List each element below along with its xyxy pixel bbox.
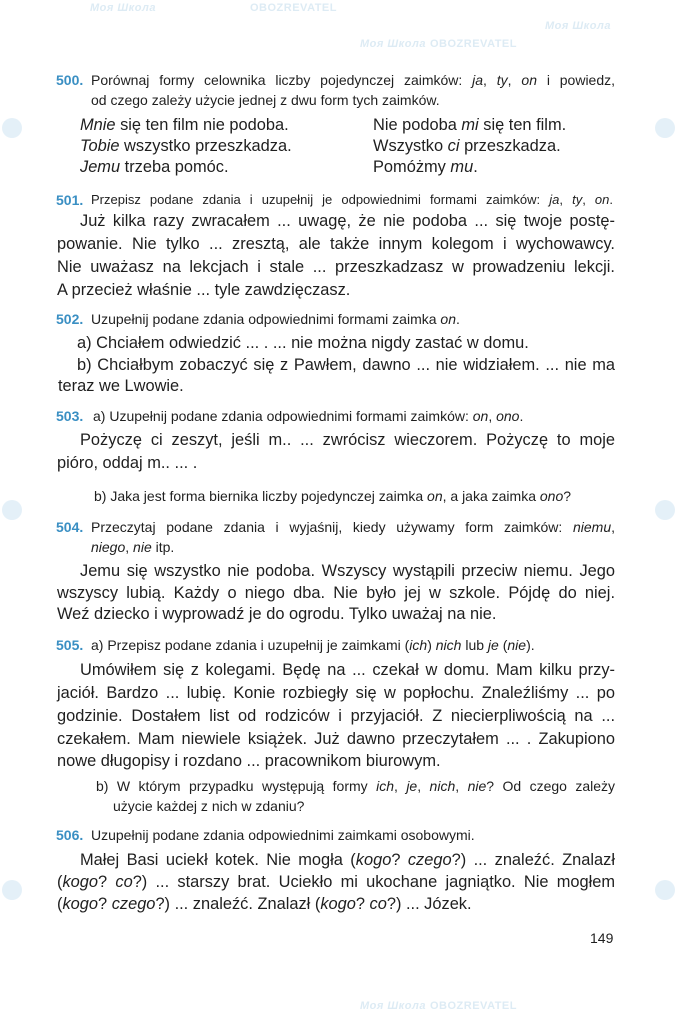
exercise-text-line — [57, 894, 472, 914]
text-segment: ? — [98, 873, 116, 891]
exercise-text-line — [80, 561, 615, 581]
exercise-instruction — [91, 309, 460, 329]
exercise-text-line — [57, 280, 350, 300]
italic-term: je — [406, 778, 418, 794]
exercise-text-line — [57, 706, 615, 726]
text-segment: Jemu się wszystko nie podoba. Wszyscy wystąpili przeciw niemu. Jego — [80, 562, 615, 580]
italic-term: je — [487, 637, 499, 653]
watermark-logo-icon — [655, 500, 675, 520]
watermark-logo-icon — [2, 500, 22, 520]
exercise-instruction — [113, 796, 304, 816]
text-segment: , a jaka zaimka — [442, 488, 540, 504]
text-segment: Uzupełnij podane zdania odpowiednimi zaimkami osobowymi. — [91, 827, 475, 843]
text-segment: , — [455, 778, 468, 794]
text-segment: b) Jaka jest forma biernika liczby pojedynczej zaimka — [94, 488, 428, 504]
exercise-instruction — [91, 70, 615, 90]
text-segment: ? — [563, 488, 572, 504]
text-segment: itp. — [151, 539, 175, 555]
watermark-logo-icon — [655, 880, 675, 900]
exercise-number: 504. — [56, 519, 84, 535]
watermark: Моя Школа — [360, 38, 426, 50]
text-segment: ? — [391, 851, 408, 869]
watermark-logo-icon — [2, 118, 22, 138]
text-segment: ? Od czego zależy — [486, 778, 616, 794]
italic-term: kogo — [320, 895, 356, 913]
text-segment: , — [582, 192, 595, 207]
text-segment: b) Chciałbym zobaczyć się z Pawłem, dawno ... nie widziałem. ... nie ma — [77, 356, 615, 374]
exercise-text-line — [57, 872, 615, 892]
text-segment: nowe długopisy i rozdano ... pracownikom biurowym. — [57, 752, 441, 770]
text-segment: Uzupełnij podane zdania odpowiednimi formami zaimka — [91, 311, 441, 327]
watermark: OBOZREVATEL — [250, 2, 337, 14]
text-segment: pióro, oddaj m.. ... . — [57, 454, 198, 472]
text-segment: Umówiłem się z kolegami. Będę na ... czekał w domu. Mam kilku przy- — [80, 661, 615, 679]
exercise-text-line — [80, 660, 615, 680]
italic-term: co — [115, 873, 133, 891]
text-segment: , — [483, 72, 497, 88]
italic-term: on — [472, 408, 489, 424]
text-segment: przeszkadza. — [459, 137, 561, 155]
text-segment: Weź dziecko i wyprowadź je do ogrodu. Tylko uważaj na nie. — [57, 605, 497, 623]
text-segment: godzinie. Dostałem list od rodziców i przyjaciół. Z niecierpliwością na ... — [57, 707, 615, 725]
text-segment: ?) ... znaleźć. Znalazł — [451, 851, 615, 869]
italic-term: czego — [111, 895, 156, 913]
italic-term: kogo — [62, 895, 99, 913]
text-segment: a) Uzupełnij podane zdania odpowiednimi formami zaimków: — [93, 408, 473, 424]
text-segment: ) — [427, 637, 436, 653]
text-segment: trzeba pomóc. — [120, 158, 229, 176]
text-segment: teraz we Lwowie. — [58, 377, 184, 395]
text-segment: . — [519, 408, 524, 424]
italic-term: czego — [407, 851, 452, 869]
text-segment: , — [507, 72, 522, 88]
italic-term: ty — [572, 192, 583, 207]
text-segment: . — [473, 158, 478, 176]
text-segment: a) Przepisz podane zdania i uzupełnij je zaimkami ( — [91, 637, 410, 653]
exercise-instruction — [96, 776, 615, 796]
text-segment: lub — [461, 637, 488, 653]
text-segment: użycie każdej z nich w zdaniu? — [113, 798, 305, 814]
italic-term: nich — [435, 637, 462, 653]
italic-term: co — [369, 895, 387, 913]
exercise-text-line — [80, 211, 615, 231]
exercise-instruction — [91, 517, 615, 537]
text-segment: , — [559, 192, 573, 207]
exercise-text-line — [57, 751, 441, 771]
text-segment: . — [455, 311, 460, 327]
text-segment: , — [488, 408, 497, 424]
text-segment: ). — [526, 637, 535, 653]
text-segment: od czego zależy użycie jednej z dwu form tych zaimków. — [91, 92, 440, 108]
text-segment: ?) ... znaleźć. Znalazł ( — [155, 895, 321, 913]
italic-term: Tobie — [80, 137, 120, 155]
exercise-text-line — [80, 850, 615, 870]
exercise-text-line — [77, 355, 615, 375]
text-segment: się ten film nie podoba. — [115, 116, 289, 134]
exercise-text-line — [80, 430, 615, 450]
text-segment: Przepisz podane zdania i uzupełnij je odpowiednimi formami zaimków: — [91, 192, 550, 207]
text-segment: czekałem. Mam niewiele książek. Już dawno przeczytałem ... . Zakupiono — [57, 730, 615, 748]
exercise-instruction — [94, 486, 571, 506]
example-sentence — [80, 115, 289, 135]
watermark: Моя Школа — [360, 1000, 426, 1012]
italic-term: kogo — [62, 873, 99, 891]
exercise-instruction — [91, 537, 174, 557]
italic-term: kogo — [355, 851, 392, 869]
text-segment: ? — [98, 895, 112, 913]
exercise-number: 500. — [56, 72, 84, 88]
text-segment: i powiedz, — [536, 72, 616, 88]
text-segment: Porównaj formy celownika liczby pojedynczej zaimków: — [91, 72, 473, 88]
text-segment: Nie uważasz na lekcjach i stale ... przeszkadzasz w prowadzeniu lekcji. — [57, 258, 615, 276]
italic-term: ich — [376, 778, 394, 794]
text-segment: . — [609, 192, 613, 207]
text-segment: A przecież właśnie ... tyle zawdzięczasz. — [57, 281, 351, 299]
page-number: 149 — [590, 930, 614, 946]
exercise-text-line — [58, 376, 184, 396]
text-segment: Małej Basi uciekł kotek. Nie mogła ( — [80, 851, 356, 869]
watermark-logo-icon — [655, 118, 675, 138]
text-segment: , — [417, 778, 430, 794]
exercise-number: 501. — [56, 192, 84, 208]
exercise-instruction — [91, 90, 440, 110]
text-segment: ( — [57, 895, 63, 913]
exercise-text-line — [57, 604, 496, 624]
example-sentence — [80, 157, 229, 177]
example-sentence — [373, 157, 478, 177]
text-segment: , — [611, 519, 615, 535]
text-segment: ( — [57, 873, 63, 891]
italic-term: on — [594, 192, 610, 207]
text-segment: ?) ... starszy brat. Uciekło mi ukochane jagniątko. Nie mogłem — [132, 873, 615, 891]
italic-term: Jemu — [80, 158, 121, 176]
italic-term: nie — [507, 637, 527, 653]
italic-term: ja — [472, 72, 484, 88]
text-segment: wszystko przeszkadza. — [119, 137, 292, 155]
watermark: OBOZREVATEL — [430, 38, 517, 50]
italic-term: ci — [447, 137, 460, 155]
exercise-text-line — [57, 257, 615, 277]
watermark-logo-icon — [2, 880, 22, 900]
text-segment: się ten film. — [478, 116, 567, 134]
italic-term: mu — [450, 158, 474, 176]
italic-term: Mnie — [80, 116, 116, 134]
text-segment: ( — [498, 637, 508, 653]
example-sentence — [373, 136, 561, 156]
exercise-number: 505. — [56, 637, 84, 653]
exercise-number: 506. — [56, 827, 84, 843]
watermark: Моя Школа — [90, 2, 156, 14]
watermark: OBOZREVATEL — [430, 1000, 517, 1012]
italic-term: nie — [467, 778, 487, 794]
italic-term: ono — [496, 408, 520, 424]
italic-term: on — [427, 488, 443, 504]
text-segment: Pożyczę ci zeszyt, jeśli m.. ... zwrócisz wieczorem. Pożyczę to moje — [80, 431, 615, 449]
exercise-number: 503. — [56, 408, 84, 424]
exercise-text-line — [57, 583, 615, 603]
text-segment: b) W którym przypadku występują formy — [96, 778, 377, 794]
italic-term: ich — [409, 637, 428, 653]
exercise-instruction — [93, 406, 523, 426]
watermark: Моя Школа — [545, 20, 611, 32]
italic-term: nie — [133, 539, 152, 555]
italic-term: ja — [549, 192, 560, 207]
exercise-number: 502. — [56, 311, 84, 327]
text-segment: Wszystko — [373, 137, 448, 155]
text-segment: ?) ... Józek. — [386, 895, 472, 913]
italic-term: niemu — [572, 519, 612, 535]
text-segment: wszyscy lubią. Każdy o niego dba. Nie było jej w szkole. Pójdę do niej. — [57, 584, 615, 602]
italic-term: nich — [429, 778, 456, 794]
text-segment: a) Chciałem odwiedzić ... . ... nie można nigdy zastać w domu. — [77, 334, 529, 352]
exercise-instruction — [91, 635, 535, 655]
text-segment: Nie podoba — [373, 116, 462, 134]
text-segment: , — [125, 539, 134, 555]
text-segment: powanie. Nie tylko ... zresztą, ale także innym kolegom i wychowawcy. — [57, 235, 615, 253]
italic-term: ty — [496, 72, 508, 88]
example-sentence — [373, 115, 566, 135]
exercise-instruction — [91, 825, 475, 845]
exercise-text-line — [57, 729, 615, 749]
text-segment: ? — [355, 895, 370, 913]
text-segment: Przeczytaj podane zdania i wyjaśnij, kiedy używamy form zaimków: — [91, 519, 573, 535]
italic-term: on — [521, 72, 537, 88]
text-segment: jaciół. Bardzo ... lubię. Konie rozbiegły się w popłochu. Znaleźliśmy ... po — [57, 684, 615, 702]
example-sentence — [80, 136, 292, 156]
exercise-text-line — [57, 234, 615, 254]
italic-term: niego — [91, 539, 126, 555]
exercise-text-line — [57, 683, 615, 703]
text-segment: Już kilka razy zwracałem ... uwagę, że nie podoba ... się twoje postę- — [80, 212, 615, 230]
text-segment: Pomóżmy — [373, 158, 451, 176]
text-segment: , — [393, 778, 407, 794]
exercise-instruction — [91, 190, 613, 210]
italic-term: ono — [539, 488, 564, 504]
italic-term: mi — [461, 116, 479, 134]
exercise-text-line — [57, 453, 197, 473]
italic-term: on — [440, 311, 456, 327]
exercise-text-line — [77, 333, 529, 353]
